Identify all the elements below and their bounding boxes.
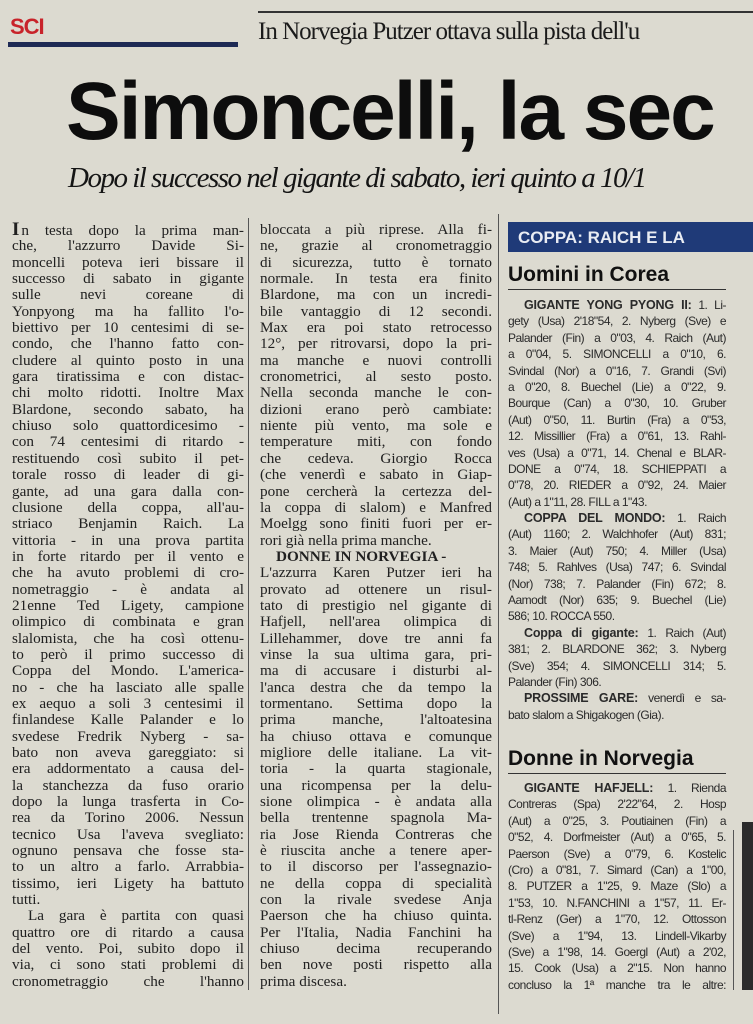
text-line: Contreras (Spa) 2'22"64, 2. Hosp — [508, 797, 726, 812]
text-line: ma di accusare i disturbi al- — [260, 662, 492, 680]
text-line: COPPA DEL MONDO: 1. Raich — [524, 511, 727, 526]
text-line: chi molto ridotti. Inoltre Max — [12, 384, 244, 402]
text-line: la stanchezza da fuso orario — [12, 776, 244, 794]
text-line: tato di prestigio nel gigante di — [260, 596, 492, 614]
text-line: Blardone, ma con un incredi- — [260, 286, 492, 304]
text-line: cludere al quinto posto in una — [12, 351, 244, 369]
column-divider — [733, 830, 734, 990]
paragraph — [260, 549, 492, 565]
text-line: a 0"04, 5. SIMONCELLI a 0"10, 6. — [508, 347, 726, 362]
text-line: quattro ore di ritardo a causa — [12, 923, 244, 941]
men-results-heading: Uomini in Corea — [508, 263, 726, 290]
text-line: pone cercherà la certezza del- — [260, 482, 492, 500]
text-line: ognuno pensava che fosse sta- — [12, 842, 244, 860]
sidebar-banner: COPPA: RAICH E LA — [508, 222, 753, 252]
text-line: 15. Cook (Usa) a 2"15. Non hanno — [508, 961, 726, 976]
text-line: chiuso solo quattordicesimo - — [12, 417, 244, 435]
text-line: (Aut) a 1"11, 28. FILL a 1"43. — [508, 494, 647, 509]
text-line: tormentano. Settima dopo la — [260, 694, 492, 712]
text-line: Lillehammer, dove tre anni fa — [260, 629, 492, 647]
text-line: 0"78, 20. RIEDER a 0"92, 24. Maier — [508, 478, 726, 493]
paragraph-label: COPPA DEL MONDO: — [524, 511, 666, 526]
text-line: I n testa dopo la prima man- — [12, 219, 244, 240]
kicker-rule — [258, 11, 753, 13]
text-line: la coppa di slalom) e Manfred — [260, 498, 492, 516]
text-line: è riuscita anche a tenere aper- — [260, 842, 492, 860]
text-line: 748; 5. Rahlves (Usa) 747; 6. Svindal — [508, 560, 726, 575]
paragraph-label: PROSSIME GARE: — [524, 691, 639, 706]
text-line: che ha avuto problemi di cro- — [12, 564, 244, 582]
text-line: La gara è partita con quasi — [28, 907, 244, 925]
text-line: l'anca destra che da tempo la — [260, 678, 492, 696]
headline: Simoncelli, la sec — [66, 66, 714, 157]
text-line: nometraggio - è andata al — [12, 580, 244, 598]
text-line: (Sve) a 1"94, 13. Lindell-Vikarby — [508, 928, 726, 943]
text-line: Per l'Italia, Nadia Fanchini ha — [260, 923, 492, 941]
text-line: svedese Fredrik Nyberg - sa- — [12, 727, 244, 745]
text-line: to un altro a farlo. Arrabbia- — [12, 858, 244, 876]
text-line: Paerson che ha chiuso quinta. — [260, 907, 492, 925]
text-line: ves (Usa) a 0"71, 14. Chenal e BLAR- — [508, 445, 726, 460]
text-line: DONE a 0"74, 18. SCHIEPPATI a — [508, 461, 726, 476]
text-line: a 0"20, 8. Buechel (Lie) a 0"22, 9. — [508, 379, 726, 394]
text-line: chiuso decima recuperando — [260, 940, 492, 958]
text-line: Coppa di gigante: 1. Raich (Aut) — [524, 625, 726, 640]
text-line: gety (Usa) 2'18"54, 2. Nyberg (Sve) e — [508, 314, 726, 329]
text-line: con la rivale svedese Anja — [260, 891, 492, 909]
text-line: 8. PUTZER a 1"25, 9. Maze (Slo) a — [508, 879, 726, 894]
text-line: con 74 centesimi di ritardo - — [12, 433, 244, 451]
text-line: clusione della coppa, all'au- — [12, 498, 244, 516]
text-line: GIGANTE YONG PYONG II: 1. Li- — [524, 298, 726, 312]
text-line: migliore delle italiane. La vit- — [260, 744, 492, 761]
text-line: olimpico di combinata e gran — [12, 613, 244, 631]
text-line: prima manche, l'altoatesina — [260, 711, 492, 729]
text-line: del vento. Poi, subito dopo il — [12, 940, 244, 958]
text-line: condo, che l'hanno fatto con- — [12, 335, 244, 353]
text-line: bloccata a più riprese. Alla fi- — [260, 221, 492, 238]
text-line: 586; 10. ROCCA 550. — [508, 609, 615, 624]
paragraph-label: Coppa di gigante: — [524, 625, 639, 640]
text-line: Aamodt (Nor) 635; 9. Buechel (Lie) — [508, 593, 726, 608]
text-line: Moelgg sono finiti fuori per er- — [260, 515, 492, 533]
text-line: 12°, per ritrovarsi, dopo la pri- — [260, 335, 492, 353]
text-line: (Cro) a 0"81, 7. Simard (Can) a 1"00, — [508, 862, 726, 877]
text-line: vittoria - in una prova partita — [12, 531, 244, 549]
paragraph — [508, 625, 726, 691]
text-line: Yonpyong ma ha fallito l'o- — [12, 302, 244, 320]
paragraph-label: GIGANTE HAFJELL: — [524, 781, 654, 795]
drop-cap: I — [12, 219, 20, 240]
text-line: vinse la sua ultima gara, pri- — [260, 645, 492, 663]
text-line: Palander (Fin) 306. — [508, 674, 602, 689]
women-results — [508, 780, 726, 993]
text-line: bile vantaggio di 12 secondi. — [260, 302, 492, 320]
text-line: striaco Benjamin Raich. La — [12, 515, 244, 533]
men-results — [508, 297, 726, 723]
text-line: gante, ad una gara dalla con- — [12, 482, 244, 500]
text-line: (Aut) 1160; 2. Walchhofer (Aut) 831; — [508, 527, 726, 542]
paragraph — [260, 222, 492, 549]
photo-fragment — [742, 822, 753, 990]
text-line: slalomista, che ha così ottenu- — [12, 629, 244, 647]
text-line: (Aut) a 0"25, 3. Poutiainen (Fin) a — [508, 813, 726, 828]
text-line: ne, grazie al cronometraggio — [260, 237, 492, 255]
text-line: GIGANTE HAFJELL: 1. Rienda — [524, 781, 726, 795]
text-line: Palander (Fin) a 0"03, 4. Raich (Aut) — [508, 330, 726, 345]
text-line: concluso la 1ª manche tra le altre: — [508, 977, 726, 992]
text-line: niente più vento, ma sole e — [260, 417, 492, 435]
text-line: to il discorso per l'assegnazio- — [260, 858, 492, 876]
text-line: gara tiratissima e con distac- — [12, 368, 244, 386]
text-line: temperature miti, con fondo — [260, 433, 492, 451]
text-line: ma manche e nuovi controlli — [260, 351, 492, 369]
text-line: (Sve) 354; 4. SIMONCELLI 314; 5. — [508, 658, 726, 673]
text-line: (che venerdì e sabato in Giap- — [260, 466, 492, 484]
text-line: bato non aveva gareggiato: si — [12, 744, 244, 761]
text-line: Bourque (Can) a 0"30, 10. Gruber — [508, 396, 726, 411]
text-line: 1"53, 10. N.FANCHINI a 1"57, 11. Er- — [508, 895, 726, 910]
text-line: bato slalom a Shigakogen (Gia). — [508, 707, 664, 722]
text-line: 381; 2. BLARDONE 362; 3. Nyberg — [508, 642, 726, 657]
text-line: restituendo così subito il pet- — [12, 449, 244, 467]
paragraph — [508, 297, 726, 510]
text-line: no - che ha lasciato alle spalle — [12, 678, 244, 696]
kicker: In Norvegia Putzer ottava sulla pista dell'u — [258, 18, 640, 45]
text-line: tecnico Usa l'aveva svegliato: — [12, 825, 244, 843]
text-line: to però il primo successo di — [12, 645, 244, 663]
text-line: bella trentenne spagnola Ma- — [260, 809, 492, 827]
women-results-heading: Donne in Norvegia — [508, 747, 726, 774]
text-line: tutti. — [12, 891, 41, 909]
paragraph — [508, 780, 726, 993]
text-line: biettivo per 10 centesimi di se- — [12, 319, 244, 337]
text-line: tl-Renz (Ger) a 1"70, 12. Ottosson — [508, 912, 726, 927]
text-line: provato ad ottenere un risul- — [260, 580, 492, 598]
text-line: Coppa del Mondo. L'america- — [12, 662, 244, 680]
text-line: Paerson (Sve) a 0"79, 6. Kostelic — [508, 846, 726, 861]
text-line: 21enne Ted Ligety, campione — [12, 596, 244, 614]
text-line: moncelli poteva ieri bissare il — [12, 253, 244, 271]
text-line: sulle nevi coreane di — [12, 286, 244, 304]
text-line: che, l'azzurro Davide Si- — [12, 237, 244, 255]
text-line: Nella seconda manche le con- — [260, 384, 492, 402]
text-line: ex aequo a soli 3 centesimi il — [12, 694, 244, 712]
text-line: (Sve) a 1"98, 14. Goergl (Aut) a 2'02, — [508, 944, 726, 959]
subheadline: Dopo il successo nel gigante di sabato, ieri quinto a 10/1 — [68, 162, 646, 194]
text-line: 0"52, 4. Dorfmeister (Aut) a 0"65, 5. — [508, 830, 726, 845]
text-line: normale. In testa era finito — [260, 270, 492, 288]
paragraph-label: DONNE IN NORVEGIA - — [276, 547, 447, 565]
paragraph — [12, 219, 244, 909]
text-line: ben nove posti rispetto alla — [260, 956, 492, 974]
text-line — [260, 549, 492, 565]
text-line: rea da Torino 2006. Nessun — [12, 809, 244, 827]
text-line: cronometrici, al sesto posto. — [260, 368, 492, 386]
text-line: toria - la quarta stagionale, — [260, 760, 492, 778]
article-column-2 — [260, 222, 492, 990]
text-line: di sicurezza, tutto è tornato — [260, 253, 492, 271]
text-line: via, ci sono stati problemi di — [12, 956, 244, 974]
text-line: (Nor) 738; 7. Palander (Fin) 672; 8. — [508, 576, 726, 591]
text-line: 3. Maier (Aut) 750; 4. Miller (Usa) — [508, 543, 726, 558]
text-line: era addormentato a causa del- — [12, 760, 244, 778]
paragraph-label: GIGANTE YONG PYONG II: — [524, 298, 692, 312]
paragraph — [508, 510, 726, 625]
text-line: tissimo, ieri Ligety ha battuto — [12, 874, 244, 892]
text-line: una ricompensa per la delu- — [260, 776, 492, 794]
text-line: dizioni erano però cambiate: — [260, 400, 492, 418]
text-line: L'azzurra Karen Putzer ieri ha — [260, 564, 492, 582]
section-tag: SCI — [10, 14, 44, 39]
section-bar — [8, 42, 238, 47]
text-line: prima discesa. — [260, 972, 347, 990]
text-line: ria Jose Rienda Contreras che — [260, 825, 492, 843]
text-line: Blardone, secondo sabato, ha — [12, 400, 244, 418]
paragraph — [12, 908, 244, 990]
text-line: Svindal (Nor) a 0"16, 7. Grandi (Svi) — [508, 363, 726, 378]
text-line: 12. Missillier (Fra) a 0"61, 13. Rahl- — [508, 429, 726, 444]
text-line: ne della coppa di specialità — [260, 874, 492, 892]
text-line: dopo la lunga trasferta in Co- — [12, 793, 244, 811]
text-line: ha chiuso ottava e comunque — [260, 727, 492, 745]
text-line: cronometraggio che l'hanno — [12, 972, 244, 990]
paragraph — [260, 565, 492, 990]
text-line: in forte ritardo per il vento e — [12, 547, 244, 565]
paragraph — [508, 690, 726, 723]
text-line: rori già nella prima manche. — [260, 531, 432, 549]
column-divider — [248, 218, 249, 990]
article-column-1 — [12, 219, 244, 990]
text-line: finlandese Kalle Palander e lo — [12, 711, 244, 729]
text-line: sione olimpica - è andata alla — [260, 793, 492, 811]
text-line: Max era poi stato retrocesso — [260, 319, 492, 337]
text-line: (Aut) 0"50, 11. Burtin (Fra) a 0"53, — [508, 412, 726, 427]
column-divider — [498, 214, 499, 1014]
text-line: successo di sabato in gigante — [12, 270, 244, 288]
text-line: PROSSIME GARE: venerdì e sa- — [524, 691, 726, 706]
text-line: torale rosso di leader di gi- — [12, 466, 244, 484]
text-line: Hafjell, nell'area olimpica di — [260, 613, 492, 631]
text-line: che cedeva. Giorgio Rocca — [260, 449, 492, 467]
